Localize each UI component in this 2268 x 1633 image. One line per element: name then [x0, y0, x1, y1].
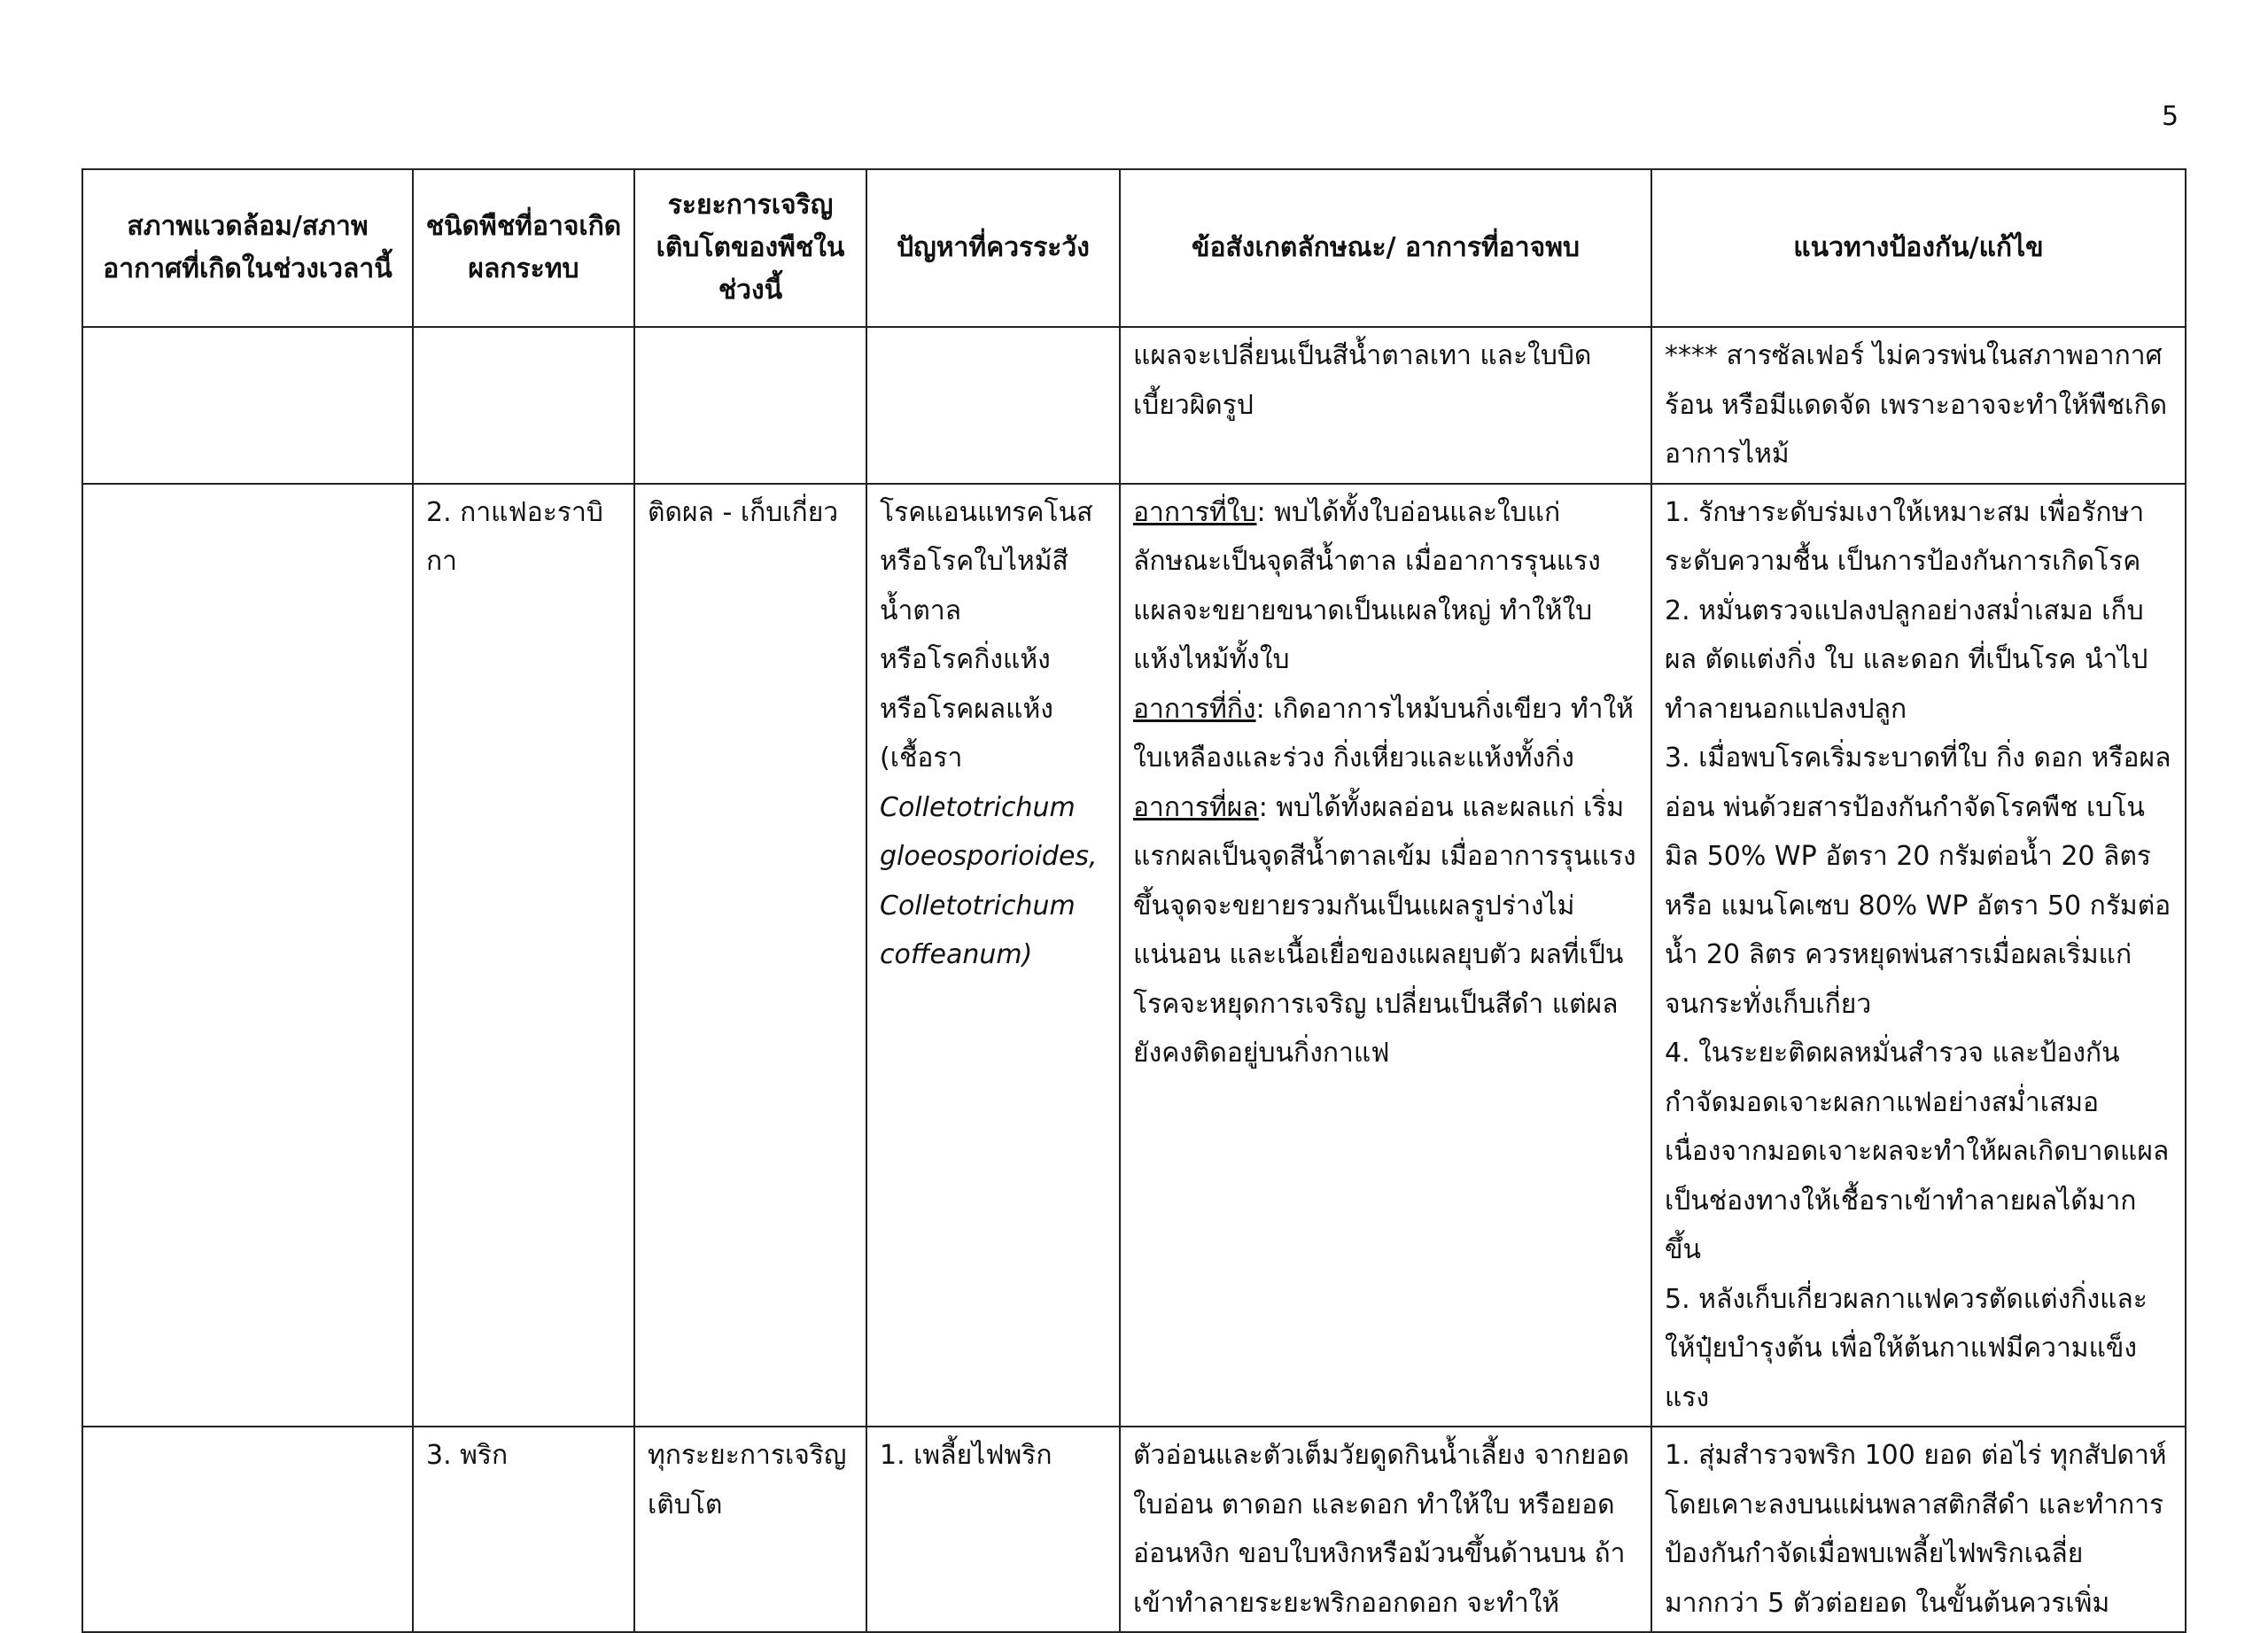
symptom-label: อาการที่ผล: [1133, 791, 1259, 823]
cell-problem: [866, 484, 1120, 1427]
symptom-leaf: [1133, 488, 1638, 685]
prevention-item: 2. หมั่นตรวจแปลงปลูกอย่างสม่ำเสมอ เก็บผล ตัดแต่งกิ่ง ใบ และดอก ที่เป็นโรค นำไปทำลายนอกแปลงปลูก: [1665, 595, 2148, 725]
problem-line: (เชื้อรา: [880, 743, 963, 774]
table-row: [82, 327, 2186, 484]
cell-problem: 1. เพลี้ยไฟพริก: [866, 1427, 1120, 1632]
symptom-branch: [1133, 685, 1638, 783]
pathogen-name: Colletotrichum coffeanum): [880, 890, 1076, 970]
cell-problem: [866, 327, 1120, 484]
cell-environment: [82, 1427, 413, 1632]
cell-crop: 3. พริก: [413, 1427, 634, 1632]
cell-symptoms: ตัวอ่อนและตัวเต็มวัยดูดกินน้ำเลี้ยง จากยอด ใบอ่อน ตาดอก และดอก ทำให้ใบ หรือยอดอ่อนหงิก ขอบใบหงิกหรือม้วนขึ้นด้านบน ถ้าเข้าทำลายระยะพริกออกดอก จะทำให้: [1120, 1427, 1651, 1632]
prevention-item: 4. ในระยะติดผลหมั่นสำรวจ และป้องกันกำจัดมอดเจาะผลกาแฟอย่างสม่ำเสมอ เนื่องจากมอดเจาะผลจะทำให้ผลเกิดบาดแผล เป็นช่องทางให้เชื้อราเข้าทำลายผลได้มากขึ้น: [1665, 1038, 2170, 1265]
header-environment: สภาพแวดล้อม/สภาพอากาศที่เกิดในช่วงเวลานี้: [82, 169, 413, 327]
cell-symptoms: [1120, 484, 1651, 1427]
cell-stage: ติดผล - เก็บเกี่ยว: [634, 484, 866, 1427]
header-prevention: แนวทางป้องกัน/แก้ไข: [1651, 169, 2186, 327]
symptom-text: : เกิดอาการไหม้บนกิ่งเขียว ทำให้ใบเหลืองและร่วง กิ่งเหี่ยวและแห้งทั้งกิ่ง: [1133, 693, 1634, 774]
symptom-label: อาการที่กิ่ง: [1133, 693, 1256, 725]
symptom-label: อาการที่ใบ: [1133, 496, 1257, 528]
crop-advisory-table: [82, 168, 2186, 1633]
page-number: 5: [2162, 101, 2179, 132]
table-row: [82, 1427, 2186, 1632]
header-problem: ปัญหาที่ควรระวัง: [866, 169, 1120, 327]
problem-line: หรือโรคผลแห้ง: [880, 693, 1053, 725]
cell-environment: [82, 484, 413, 1427]
prevention-item: 5. หลังเก็บเกี่ยวผลกาแฟควรตัดแต่งกิ่งและให้ปุ๋ยบำรุงต้น เพื่อให้ต้นกาแฟมีความแข็งแรง: [1665, 1283, 2148, 1413]
table-header-row: [82, 169, 2186, 327]
cell-crop: [413, 327, 634, 484]
table-row: [82, 484, 2186, 1427]
cell-crop: 2. กาแฟอะราบิกา: [413, 484, 634, 1427]
symptom-text: : พบได้ทั้งผลอ่อน และผลแก่ เริ่มแรกผลเป็นจุดสีน้ำตาลเข้ม เมื่ออาการรุนแรงขึ้นจุดจะขยายรวมกันเป็นแผลรูปร่างไม่แน่นอน และเนื้อเยื่อของแผลยุบตัว ผลที่เป็นโรคจะหยุดการเจริญ เปลี่ยนเป็นสีดำ แต่ผลยังคงติดอยู่บนกิ่งกาแฟ: [1133, 791, 1636, 1069]
header-symptoms: ข้อสังเกตลักษณะ/ อาการที่อาจพบ: [1120, 169, 1651, 327]
cell-prevention: [1651, 484, 2186, 1427]
prevention-item: 1. รักษาระดับร่มเงาให้เหมาะสม เพื่อรักษาระดับความชื้น เป็นการป้องกันการเกิดโรค: [1665, 496, 2145, 577]
header-growth-stage: ระยะการเจริญเติบโตของพืชในช่วงนี้: [634, 169, 866, 327]
cell-prevention: **** สารซัลเฟอร์ ไม่ควรพ่นในสภาพอากาศร้อน หรือมีแดดจัด เพราะอาจจะทำให้พืชเกิดอาการไหม้: [1651, 327, 2186, 484]
cell-environment: [82, 327, 413, 484]
symptom-text: : พบได้ทั้งใบอ่อนและใบแก่ ลักษณะเป็นจุดสีน้ำตาล เมื่ออาการรุนแรง แผลจะขยายขนาดเป็นแผลใหญ่ ทำให้ใบแห้งไหม้ทั้งใบ: [1133, 496, 1601, 675]
problem-line: หรือโรคใบไหม้สีน้ำตาล: [880, 546, 1068, 626]
pathogen-name: Colletotrichum gloeosporioides,: [880, 791, 1098, 872]
header-crop: ชนิดพืชที่อาจเกิดผลกระทบ: [413, 169, 634, 327]
prevention-item: 3. เมื่อพบโรคเริ่มระบาดที่ใบ กิ่ง ดอก หรือผลอ่อน พ่นด้วยสารป้องกันกำจัดโรคพืช เบโนมิล 50% WP อัตรา 20 กรัมต่อน้ำ 20 ลิตร หรือ แมนโคเซบ 80% WP อัตรา 50 กรัมต่อน้ำ 20 ลิตร ควรหยุดพ่นสารเมื่อผลเริ่มแก่ จนกระทั่งเก็บเกี่ยว: [1665, 743, 2171, 1020]
problem-line: หรือโรคกิ่งแห้ง: [880, 644, 1051, 675]
cell-stage: ทุกระยะการเจริญเติบโต: [634, 1427, 866, 1632]
symptom-fruit: [1133, 783, 1638, 1078]
cell-prevention: 1. สุ่มสำรวจพริก 100 ยอด ต่อไร่ ทุกสัปดาห์ โดยเคาะลงบนแผ่นพลาสติกสีดำ และทำการป้องกันกำจัดเมื่อพบเพลี้ยไฟพริกเฉลี่ยมากกว่า 5 ตัวต่อยอด ในขั้นต้นควรเพิ่ม: [1651, 1427, 2186, 1632]
cell-symptoms: แผลจะเปลี่ยนเป็นสีน้ำตาลเทา และใบบิดเบี้ยวผิดรูป: [1120, 327, 1651, 484]
problem-line: โรคแอนแทรคโนส: [880, 496, 1093, 528]
cell-stage: [634, 327, 866, 484]
